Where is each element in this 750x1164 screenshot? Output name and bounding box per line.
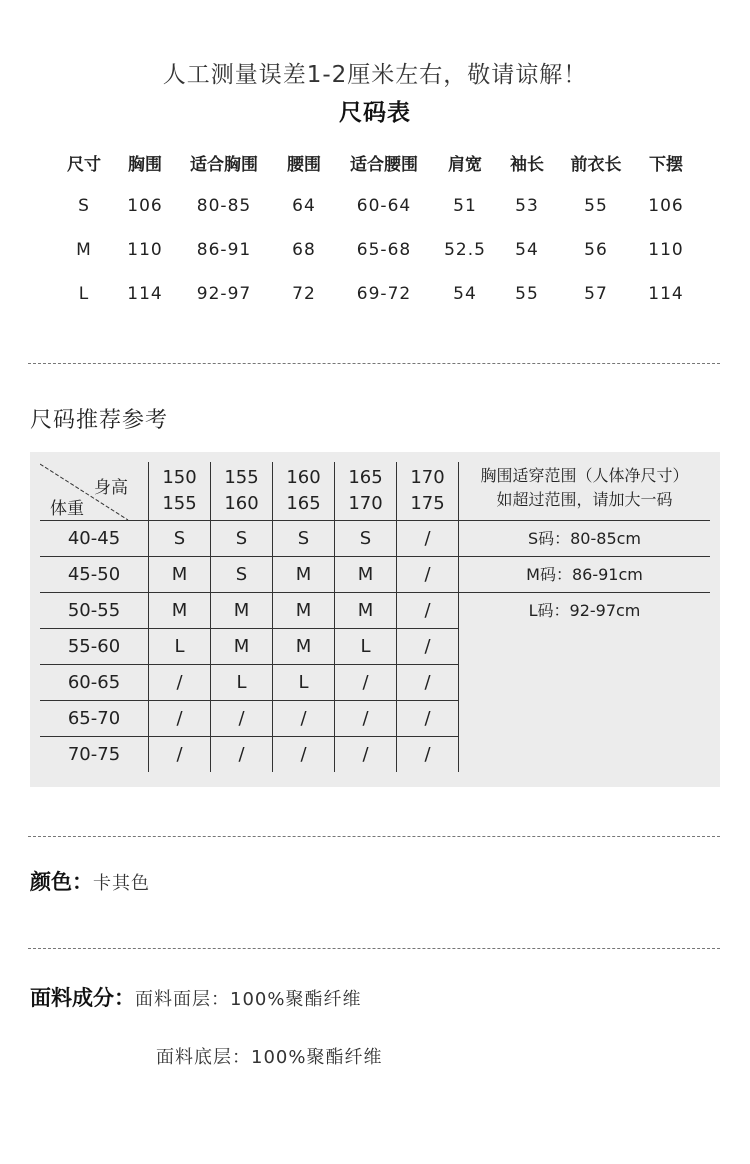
size-cell: M (335, 593, 397, 629)
color-value: 卡其色 (93, 873, 150, 894)
size-cell: / (149, 737, 211, 773)
table-cell: 72 (292, 284, 316, 304)
weight-axis-label: 体重 (50, 499, 84, 519)
size-cell: / (335, 665, 397, 701)
table-cell: 51 (453, 196, 477, 216)
height-axis-label: 身高 (94, 478, 128, 498)
table-cell: L (78, 284, 90, 304)
size-cell: M (273, 593, 335, 629)
corner-header-cell (40, 462, 149, 521)
table-cell: 64 (292, 196, 316, 216)
height-range-bottom: 155 (162, 493, 197, 514)
size-cell: S (273, 521, 335, 557)
col-header-bust: 胸围 (128, 154, 162, 175)
table-cell: 110 (648, 240, 684, 260)
fabric-inner-layer: 面料底层：100%聚酯纤维 (156, 1047, 383, 1068)
table-cell: 69-72 (356, 284, 412, 304)
size-cell: S (211, 521, 273, 557)
range-m: M码：86-91cm (459, 557, 710, 593)
height-header-row (40, 462, 710, 521)
diagonal-header (40, 462, 148, 520)
height-range-top: 170 (410, 467, 445, 488)
size-cell: / (397, 701, 459, 737)
height-range-bottom: 170 (348, 493, 383, 514)
col-header-size: 尺寸 (67, 154, 101, 175)
size-cell: / (211, 737, 273, 773)
bust-fit-note-cell (459, 462, 711, 521)
table-cell: 53 (515, 196, 539, 216)
table-cell: 56 (584, 240, 608, 260)
size-cell: S (211, 557, 273, 593)
size-cell: M (211, 629, 273, 665)
height-header-cell (211, 462, 273, 521)
table-cell: 106 (648, 196, 684, 216)
table-cell: 65-68 (356, 240, 412, 260)
size-cell: S (149, 521, 211, 557)
section-divider (28, 363, 720, 364)
size-cell: / (273, 701, 335, 737)
height-range-bottom: 175 (410, 493, 445, 514)
col-header-shoulder: 肩宽 (448, 154, 482, 175)
size-chart-header-row (52, 140, 698, 184)
size-row-l (52, 272, 698, 316)
table-cell: 54 (453, 284, 477, 304)
weight-cell: 50-55 (40, 593, 149, 629)
size-chart-table (52, 140, 698, 316)
col-header-sleeve: 袖长 (510, 154, 544, 175)
table-cell: 114 (648, 284, 684, 304)
size-cell: / (273, 737, 335, 773)
range-s: S码：80-85cm (459, 521, 710, 557)
size-cell: / (397, 557, 459, 593)
col-header-fit-bust: 适合胸围 (190, 154, 258, 175)
weight-cell: 40-45 (40, 521, 149, 557)
bust-fit-note-line2: 如超过范围，请加大一码 (496, 490, 673, 509)
height-header-cell (397, 462, 459, 521)
size-cell: M (149, 593, 211, 629)
height-range-top: 150 (162, 467, 197, 488)
size-chart-title: 尺码表 (339, 100, 411, 126)
weight-cell: 70-75 (67, 744, 121, 765)
height-header-cell (149, 462, 211, 521)
size-cell: / (335, 701, 397, 737)
table-cell: 68 (292, 240, 316, 260)
size-recommendation-title: 尺码推荐参考 (30, 408, 169, 433)
height-header-cell (273, 462, 335, 521)
size-cell: L (149, 629, 211, 665)
size-cell: S (335, 521, 397, 557)
size-recommendation-panel (30, 452, 720, 787)
weight-cell: 45-50 (40, 557, 149, 593)
weight-cell: 65-70 (40, 701, 149, 737)
color-label: 颜色： (30, 870, 93, 894)
weight-cell: 60-65 (40, 665, 149, 701)
size-cell: / (149, 665, 211, 701)
table-cell: 52.5 (444, 240, 486, 260)
section-divider (28, 948, 720, 949)
table-cell: 55 (584, 196, 608, 216)
height-header-cell (335, 462, 397, 521)
size-cell: / (211, 701, 273, 737)
color-row (30, 866, 150, 896)
fabric-label: 面料成分： (30, 986, 135, 1010)
size-cell: / (397, 737, 459, 773)
size-row-s (52, 184, 698, 228)
size-cell: L (211, 665, 273, 701)
size-cell: M (273, 629, 335, 665)
size-cell: M (149, 557, 211, 593)
table-cell: 86-91 (196, 240, 252, 260)
col-header-fit-waist: 适合腰围 (350, 154, 418, 175)
bust-range-cell (459, 521, 711, 773)
size-cell: / (397, 593, 459, 629)
size-cell: L (335, 629, 397, 665)
range-l: L码：92-97cm (528, 601, 641, 620)
col-header-hem: 下摆 (649, 154, 683, 175)
table-cell: 106 (127, 196, 163, 216)
size-row-m (52, 228, 698, 272)
size-cell: M (211, 593, 273, 629)
size-recommendation-table (40, 462, 710, 772)
table-cell: 55 (515, 284, 539, 304)
size-cell: / (397, 521, 459, 557)
bust-fit-note-line1: 胸围适穿范围（人体净尺寸） (480, 466, 689, 485)
size-cell: / (397, 665, 459, 701)
height-range-bottom: 165 (286, 493, 321, 514)
table-cell: M (76, 240, 92, 260)
table-cell: S (78, 196, 90, 216)
size-cell: M (273, 557, 335, 593)
size-cell: L (273, 665, 335, 701)
measurement-error-note: 人工测量误差1-2厘米左右，敬请谅解！ (162, 62, 588, 88)
size-cell: M (335, 557, 397, 593)
table-cell: 114 (127, 284, 163, 304)
height-range-top: 165 (348, 467, 383, 488)
table-cell: 54 (515, 240, 539, 260)
table-cell: 110 (127, 240, 163, 260)
size-cell: / (397, 629, 459, 665)
table-cell: 57 (584, 284, 608, 304)
table-row (40, 521, 710, 557)
size-cell: / (149, 701, 211, 737)
size-cell: / (335, 737, 397, 773)
col-header-front-length: 前衣长 (570, 154, 622, 175)
weight-cell: 55-60 (40, 629, 149, 665)
table-cell: 60-64 (356, 196, 412, 216)
fabric-outer-layer: 面料面层：100%聚酯纤维 (135, 989, 362, 1010)
height-range-bottom: 160 (224, 493, 259, 514)
table-cell: 80-85 (196, 196, 252, 216)
table-cell: 92-97 (196, 284, 252, 304)
section-divider (28, 836, 720, 837)
height-range-top: 160 (286, 467, 321, 488)
col-header-waist: 腰围 (287, 154, 321, 175)
height-range-top: 155 (224, 467, 259, 488)
fabric-row (30, 982, 361, 1012)
